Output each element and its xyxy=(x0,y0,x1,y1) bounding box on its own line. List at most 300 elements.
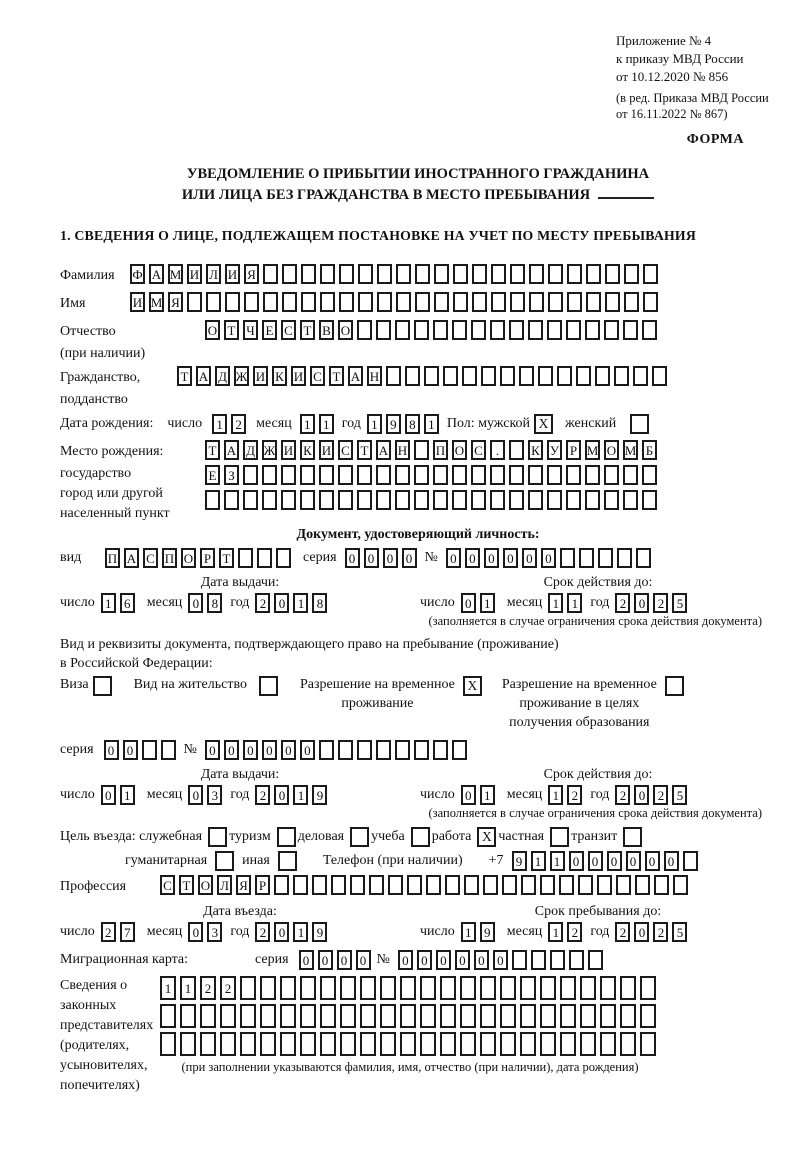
char-cell[interactable]: 0 xyxy=(274,922,289,942)
char-cell[interactable] xyxy=(301,264,316,284)
char-cell[interactable]: Б xyxy=(642,440,657,460)
char-cell[interactable] xyxy=(263,264,278,284)
sex-female-checkbox[interactable] xyxy=(630,414,649,434)
char-cell[interactable] xyxy=(580,1032,596,1056)
char-cell[interactable]: 1 xyxy=(548,785,563,805)
char-cell[interactable] xyxy=(424,366,439,386)
char-cell[interactable] xyxy=(491,292,506,312)
char-cell[interactable] xyxy=(300,1004,316,1028)
char-cell[interactable] xyxy=(405,366,420,386)
char-cell[interactable] xyxy=(445,875,460,895)
char-cell[interactable] xyxy=(320,292,335,312)
char-cell[interactable]: И xyxy=(225,264,240,284)
char-cell[interactable] xyxy=(220,1032,236,1056)
char-cell[interactable]: Я xyxy=(236,875,251,895)
purpose-transit-checkbox[interactable] xyxy=(623,827,642,847)
char-cell[interactable] xyxy=(548,292,563,312)
char-cell[interactable] xyxy=(491,264,506,284)
purpose-business-checkbox[interactable] xyxy=(350,827,369,847)
char-cell[interactable]: К xyxy=(272,366,287,386)
char-cell[interactable] xyxy=(452,320,467,340)
char-cell[interactable] xyxy=(357,320,372,340)
char-cell[interactable] xyxy=(376,490,391,510)
char-cell[interactable] xyxy=(161,740,176,760)
char-cell[interactable] xyxy=(566,320,581,340)
char-cell[interactable] xyxy=(673,875,688,895)
char-cell[interactable] xyxy=(521,875,536,895)
char-cell[interactable] xyxy=(380,1004,396,1028)
char-cell[interactable] xyxy=(636,548,651,568)
char-cell[interactable] xyxy=(260,1004,276,1028)
char-cell[interactable] xyxy=(377,292,392,312)
char-cell[interactable]: С xyxy=(338,440,353,460)
char-cell[interactable] xyxy=(360,976,376,1000)
char-cell[interactable]: 2 xyxy=(220,976,236,1000)
char-cell[interactable] xyxy=(244,292,259,312)
char-cell[interactable] xyxy=(600,976,616,1000)
char-cell[interactable] xyxy=(420,976,436,1000)
char-cell[interactable]: Д xyxy=(243,440,258,460)
char-cell[interactable] xyxy=(338,740,353,760)
char-cell[interactable] xyxy=(240,1032,256,1056)
char-cell[interactable]: 1 xyxy=(480,785,495,805)
char-cell[interactable]: 0 xyxy=(123,740,138,760)
char-cell[interactable] xyxy=(519,366,534,386)
char-cell[interactable]: 1 xyxy=(548,593,563,613)
char-cell[interactable] xyxy=(531,950,546,970)
char-cell[interactable] xyxy=(453,264,468,284)
char-cell[interactable] xyxy=(547,465,562,485)
char-cell[interactable] xyxy=(640,976,656,1000)
char-cell[interactable] xyxy=(220,1004,236,1028)
char-cell[interactable]: 0 xyxy=(607,851,622,871)
char-cell[interactable]: 0 xyxy=(243,740,258,760)
char-cell[interactable]: 2 xyxy=(101,922,116,942)
char-cell[interactable]: 8 xyxy=(405,414,420,434)
char-cell[interactable] xyxy=(400,976,416,1000)
char-cell[interactable] xyxy=(462,366,477,386)
char-cell[interactable]: 0 xyxy=(262,740,277,760)
char-cell[interactable] xyxy=(240,1004,256,1028)
char-cell[interactable]: 1 xyxy=(548,922,563,942)
char-cell[interactable] xyxy=(415,292,430,312)
char-cell[interactable]: 2 xyxy=(567,785,582,805)
char-cell[interactable]: 0 xyxy=(300,740,315,760)
char-cell[interactable]: О xyxy=(181,548,196,568)
char-cell[interactable] xyxy=(300,465,315,485)
char-cell[interactable]: Я xyxy=(168,292,183,312)
char-cell[interactable] xyxy=(414,740,429,760)
char-cell[interactable] xyxy=(642,320,657,340)
purpose-humanitarian-checkbox[interactable] xyxy=(215,851,234,871)
char-cell[interactable] xyxy=(400,1004,416,1028)
char-cell[interactable] xyxy=(586,264,601,284)
char-cell[interactable] xyxy=(512,950,527,970)
char-cell[interactable] xyxy=(528,320,543,340)
char-cell[interactable] xyxy=(654,875,669,895)
char-cell[interactable] xyxy=(547,320,562,340)
char-cell[interactable]: 0 xyxy=(484,548,499,568)
char-cell[interactable]: Р xyxy=(566,440,581,460)
char-cell[interactable]: Т xyxy=(329,366,344,386)
char-cell[interactable]: Т xyxy=(224,320,239,340)
char-cell[interactable]: 0 xyxy=(299,950,314,970)
char-cell[interactable]: 1 xyxy=(300,414,315,434)
char-cell[interactable] xyxy=(642,490,657,510)
char-cell[interactable] xyxy=(319,740,334,760)
char-cell[interactable] xyxy=(200,1004,216,1028)
char-cell[interactable] xyxy=(395,740,410,760)
char-cell[interactable] xyxy=(683,851,698,871)
char-cell[interactable] xyxy=(357,465,372,485)
visa-checkbox[interactable] xyxy=(93,676,112,696)
char-cell[interactable]: С xyxy=(143,548,158,568)
char-cell[interactable]: 0 xyxy=(402,548,417,568)
char-cell[interactable]: 9 xyxy=(386,414,401,434)
char-cell[interactable] xyxy=(238,548,253,568)
char-cell[interactable] xyxy=(585,320,600,340)
char-cell[interactable] xyxy=(529,264,544,284)
char-cell[interactable]: 0 xyxy=(634,785,649,805)
char-cell[interactable]: 2 xyxy=(255,593,270,613)
char-cell[interactable]: 1 xyxy=(550,851,565,871)
char-cell[interactable]: С xyxy=(310,366,325,386)
char-cell[interactable] xyxy=(652,366,667,386)
purpose-private-checkbox[interactable] xyxy=(550,827,569,847)
char-cell[interactable] xyxy=(240,976,256,1000)
char-cell[interactable] xyxy=(358,292,373,312)
char-cell[interactable] xyxy=(483,875,498,895)
char-cell[interactable] xyxy=(471,465,486,485)
char-cell[interactable]: 1 xyxy=(461,922,476,942)
char-cell[interactable]: 1 xyxy=(293,593,308,613)
char-cell[interactable] xyxy=(472,264,487,284)
char-cell[interactable]: И xyxy=(319,440,334,460)
char-cell[interactable] xyxy=(460,1004,476,1028)
char-cell[interactable]: 0 xyxy=(337,950,352,970)
temp-residence-edu-checkbox[interactable] xyxy=(665,676,684,696)
char-cell[interactable] xyxy=(548,264,563,284)
char-cell[interactable]: 1 xyxy=(180,976,196,1000)
temp-residence-checkbox[interactable]: X xyxy=(463,676,482,696)
char-cell[interactable] xyxy=(605,292,620,312)
char-cell[interactable]: О xyxy=(338,320,353,340)
char-cell[interactable] xyxy=(471,490,486,510)
char-cell[interactable]: А xyxy=(124,548,139,568)
char-cell[interactable] xyxy=(420,1032,436,1056)
char-cell[interactable]: 1 xyxy=(120,785,135,805)
char-cell[interactable] xyxy=(395,465,410,485)
char-cell[interactable] xyxy=(319,490,334,510)
char-cell[interactable]: 0 xyxy=(493,950,508,970)
char-cell[interactable] xyxy=(490,490,505,510)
char-cell[interactable] xyxy=(160,1004,176,1028)
char-cell[interactable]: 0 xyxy=(569,851,584,871)
char-cell[interactable] xyxy=(360,1032,376,1056)
char-cell[interactable] xyxy=(243,465,258,485)
char-cell[interactable] xyxy=(320,1032,336,1056)
char-cell[interactable] xyxy=(623,320,638,340)
char-cell[interactable] xyxy=(414,465,429,485)
char-cell[interactable] xyxy=(560,548,575,568)
char-cell[interactable] xyxy=(585,490,600,510)
char-cell[interactable] xyxy=(500,1032,516,1056)
char-cell[interactable]: 2 xyxy=(200,976,216,1000)
char-cell[interactable] xyxy=(620,1004,636,1028)
char-cell[interactable]: 0 xyxy=(522,548,537,568)
char-cell[interactable]: 0 xyxy=(634,922,649,942)
char-cell[interactable] xyxy=(453,292,468,312)
char-cell[interactable]: 2 xyxy=(615,922,630,942)
char-cell[interactable]: 1 xyxy=(101,593,116,613)
purpose-official-checkbox[interactable] xyxy=(208,827,227,847)
char-cell[interactable]: 0 xyxy=(224,740,239,760)
char-cell[interactable]: 5 xyxy=(672,593,687,613)
char-cell[interactable] xyxy=(509,320,524,340)
char-cell[interactable] xyxy=(142,740,157,760)
char-cell[interactable] xyxy=(376,465,391,485)
char-cell[interactable]: 1 xyxy=(531,851,546,871)
char-cell[interactable]: 0 xyxy=(455,950,470,970)
char-cell[interactable]: Ф xyxy=(130,264,145,284)
char-cell[interactable]: 1 xyxy=(212,414,227,434)
char-cell[interactable] xyxy=(414,490,429,510)
char-cell[interactable]: 0 xyxy=(461,593,476,613)
char-cell[interactable]: 6 xyxy=(120,593,135,613)
char-cell[interactable] xyxy=(640,1004,656,1028)
char-cell[interactable] xyxy=(576,366,591,386)
char-cell[interactable]: 9 xyxy=(312,785,327,805)
char-cell[interactable]: М xyxy=(623,440,638,460)
char-cell[interactable]: 0 xyxy=(541,548,556,568)
char-cell[interactable]: А xyxy=(196,366,211,386)
char-cell[interactable]: 3 xyxy=(207,922,222,942)
char-cell[interactable]: 0 xyxy=(664,851,679,871)
char-cell[interactable]: 0 xyxy=(588,851,603,871)
char-cell[interactable]: Н xyxy=(367,366,382,386)
char-cell[interactable]: И xyxy=(187,264,202,284)
char-cell[interactable]: 0 xyxy=(188,922,203,942)
char-cell[interactable]: К xyxy=(528,440,543,460)
char-cell[interactable] xyxy=(528,465,543,485)
char-cell[interactable]: И xyxy=(253,366,268,386)
char-cell[interactable] xyxy=(580,1004,596,1028)
char-cell[interactable] xyxy=(320,1004,336,1028)
char-cell[interactable] xyxy=(339,292,354,312)
char-cell[interactable] xyxy=(433,465,448,485)
char-cell[interactable] xyxy=(312,875,327,895)
char-cell[interactable] xyxy=(642,465,657,485)
char-cell[interactable]: Е xyxy=(262,320,277,340)
char-cell[interactable] xyxy=(357,490,372,510)
char-cell[interactable] xyxy=(243,490,258,510)
char-cell[interactable] xyxy=(293,875,308,895)
char-cell[interactable] xyxy=(160,1032,176,1056)
char-cell[interactable] xyxy=(257,548,272,568)
char-cell[interactable] xyxy=(588,950,603,970)
char-cell[interactable]: Ж xyxy=(262,440,277,460)
char-cell[interactable] xyxy=(180,1004,196,1028)
char-cell[interactable]: 0 xyxy=(104,740,119,760)
char-cell[interactable] xyxy=(566,465,581,485)
char-cell[interactable] xyxy=(643,292,658,312)
char-cell[interactable] xyxy=(433,320,448,340)
char-cell[interactable] xyxy=(395,320,410,340)
char-cell[interactable]: У xyxy=(547,440,562,460)
char-cell[interactable] xyxy=(369,875,384,895)
char-cell[interactable]: 0 xyxy=(188,593,203,613)
char-cell[interactable]: 0 xyxy=(274,593,289,613)
char-cell[interactable] xyxy=(434,292,449,312)
char-cell[interactable]: 0 xyxy=(345,548,360,568)
char-cell[interactable]: И xyxy=(130,292,145,312)
char-cell[interactable] xyxy=(260,1032,276,1056)
char-cell[interactable] xyxy=(262,465,277,485)
char-cell[interactable] xyxy=(547,490,562,510)
char-cell[interactable]: С xyxy=(160,875,175,895)
purpose-study-checkbox[interactable] xyxy=(411,827,430,847)
char-cell[interactable] xyxy=(472,292,487,312)
char-cell[interactable] xyxy=(407,875,422,895)
char-cell[interactable] xyxy=(633,366,648,386)
char-cell[interactable]: 0 xyxy=(461,785,476,805)
char-cell[interactable] xyxy=(509,440,524,460)
char-cell[interactable]: 2 xyxy=(255,922,270,942)
char-cell[interactable] xyxy=(338,465,353,485)
char-cell[interactable]: 2 xyxy=(653,922,668,942)
char-cell[interactable] xyxy=(300,976,316,1000)
char-cell[interactable] xyxy=(540,976,556,1000)
char-cell[interactable]: О xyxy=(452,440,467,460)
char-cell[interactable]: 2 xyxy=(653,785,668,805)
char-cell[interactable]: . xyxy=(490,440,505,460)
char-cell[interactable] xyxy=(400,1032,416,1056)
char-cell[interactable] xyxy=(604,320,619,340)
char-cell[interactable]: 0 xyxy=(503,548,518,568)
char-cell[interactable]: 0 xyxy=(474,950,489,970)
char-cell[interactable]: М xyxy=(149,292,164,312)
char-cell[interactable] xyxy=(440,1004,456,1028)
purpose-other-checkbox[interactable] xyxy=(278,851,297,871)
char-cell[interactable] xyxy=(585,465,600,485)
char-cell[interactable] xyxy=(276,548,291,568)
char-cell[interactable] xyxy=(480,1032,496,1056)
char-cell[interactable]: А xyxy=(376,440,391,460)
char-cell[interactable]: 2 xyxy=(615,785,630,805)
char-cell[interactable]: 1 xyxy=(160,976,176,1000)
char-cell[interactable] xyxy=(579,548,594,568)
char-cell[interactable] xyxy=(586,292,601,312)
char-cell[interactable]: 8 xyxy=(207,593,222,613)
char-cell[interactable]: М xyxy=(168,264,183,284)
char-cell[interactable]: 0 xyxy=(188,785,203,805)
char-cell[interactable] xyxy=(550,950,565,970)
char-cell[interactable]: 1 xyxy=(567,593,582,613)
char-cell[interactable] xyxy=(274,875,289,895)
char-cell[interactable] xyxy=(386,366,401,386)
char-cell[interactable]: 2 xyxy=(255,785,270,805)
char-cell[interactable] xyxy=(280,976,296,1000)
char-cell[interactable] xyxy=(358,264,373,284)
char-cell[interactable]: Т xyxy=(177,366,192,386)
char-cell[interactable] xyxy=(224,490,239,510)
char-cell[interactable]: 2 xyxy=(615,593,630,613)
char-cell[interactable] xyxy=(281,490,296,510)
char-cell[interactable] xyxy=(510,292,525,312)
char-cell[interactable]: 1 xyxy=(293,785,308,805)
char-cell[interactable] xyxy=(500,1004,516,1028)
char-cell[interactable] xyxy=(510,264,525,284)
char-cell[interactable] xyxy=(464,875,479,895)
char-cell[interactable] xyxy=(263,292,278,312)
char-cell[interactable] xyxy=(376,320,391,340)
char-cell[interactable] xyxy=(396,292,411,312)
char-cell[interactable] xyxy=(471,320,486,340)
purpose-tourism-checkbox[interactable] xyxy=(277,827,296,847)
char-cell[interactable]: 0 xyxy=(364,548,379,568)
char-cell[interactable]: 8 xyxy=(312,593,327,613)
char-cell[interactable]: Т xyxy=(219,548,234,568)
char-cell[interactable]: 0 xyxy=(356,950,371,970)
char-cell[interactable] xyxy=(443,366,458,386)
sex-male-checkbox[interactable]: X xyxy=(534,414,553,434)
char-cell[interactable] xyxy=(280,1004,296,1028)
char-cell[interactable]: С xyxy=(281,320,296,340)
char-cell[interactable] xyxy=(415,264,430,284)
char-cell[interactable]: Ж xyxy=(234,366,249,386)
char-cell[interactable] xyxy=(598,548,613,568)
char-cell[interactable] xyxy=(481,366,496,386)
char-cell[interactable] xyxy=(559,875,574,895)
char-cell[interactable] xyxy=(620,976,636,1000)
char-cell[interactable] xyxy=(623,465,638,485)
char-cell[interactable]: 3 xyxy=(207,785,222,805)
char-cell[interactable] xyxy=(520,1032,536,1056)
char-cell[interactable] xyxy=(433,490,448,510)
char-cell[interactable]: К xyxy=(300,440,315,460)
char-cell[interactable] xyxy=(557,366,572,386)
char-cell[interactable] xyxy=(200,1032,216,1056)
char-cell[interactable]: 0 xyxy=(645,851,660,871)
char-cell[interactable]: Ч xyxy=(243,320,258,340)
char-cell[interactable]: 2 xyxy=(567,922,582,942)
char-cell[interactable] xyxy=(357,740,372,760)
char-cell[interactable]: 5 xyxy=(672,922,687,942)
char-cell[interactable] xyxy=(620,1032,636,1056)
char-cell[interactable] xyxy=(360,1004,376,1028)
char-cell[interactable] xyxy=(560,1004,576,1028)
char-cell[interactable]: Р xyxy=(200,548,215,568)
char-cell[interactable] xyxy=(580,976,596,1000)
char-cell[interactable] xyxy=(569,950,584,970)
char-cell[interactable] xyxy=(340,1032,356,1056)
char-cell[interactable] xyxy=(509,490,524,510)
char-cell[interactable] xyxy=(540,875,555,895)
char-cell[interactable]: 9 xyxy=(312,922,327,942)
char-cell[interactable]: 1 xyxy=(367,414,382,434)
char-cell[interactable]: И xyxy=(281,440,296,460)
char-cell[interactable] xyxy=(578,875,593,895)
char-cell[interactable]: 1 xyxy=(424,414,439,434)
char-cell[interactable] xyxy=(350,875,365,895)
char-cell[interactable]: О xyxy=(205,320,220,340)
char-cell[interactable] xyxy=(414,440,429,460)
char-cell[interactable] xyxy=(452,490,467,510)
char-cell[interactable]: Л xyxy=(206,264,221,284)
char-cell[interactable] xyxy=(540,1032,556,1056)
char-cell[interactable] xyxy=(509,465,524,485)
char-cell[interactable] xyxy=(614,366,629,386)
